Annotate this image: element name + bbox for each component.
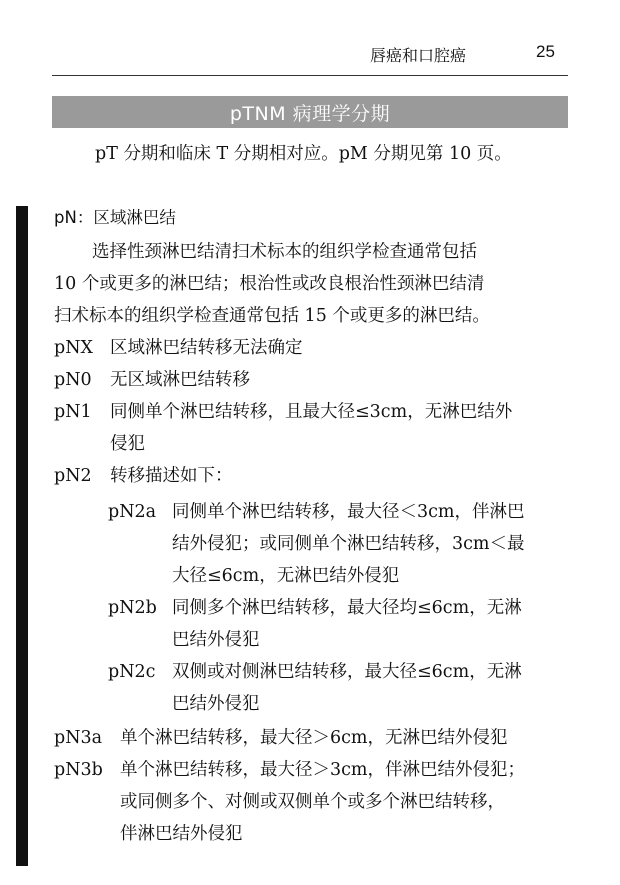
category-code: pN0 <box>54 370 92 390</box>
category-text: 巴结外侵犯 <box>172 694 260 714</box>
category-text: 单个淋巴结转移，最大径＞3cm，伴淋巴结外侵犯； <box>120 760 526 780</box>
section-title-bar <box>52 96 568 128</box>
category-text: 结外侵犯；或同侧单个淋巴结转移，3cm＜最 <box>172 534 525 554</box>
category-text: 同侧单个淋巴结转移，且最大径≤3cm，无淋巴结外 <box>110 402 513 422</box>
category-code: pN2c <box>108 662 156 682</box>
pn-heading: pN：区域淋巴结 <box>54 208 176 227</box>
category-text: 同侧多个淋巴结转移，最大径均≤6cm，无淋 <box>172 598 522 618</box>
description-line: 选择性颈淋巴结清扫术标本的组织学检查通常包括 <box>92 242 477 262</box>
category-code: pN3a <box>54 728 103 748</box>
header-rule <box>52 75 568 76</box>
category-text: 无区域淋巴结转移 <box>110 370 250 390</box>
category-code: pNX <box>54 338 93 358</box>
category-text: 大径≤6cm，无淋巴结外侵犯 <box>172 566 400 586</box>
category-code: pN3b <box>54 760 103 780</box>
section-title: pTNM 病理学分期 <box>229 102 391 125</box>
category-code: pN2 <box>54 466 92 486</box>
description-line: 10 个或更多的淋巴结；根治性或改良根治性颈淋巴结清 <box>54 274 485 294</box>
description-line: 扫术标本的组织学检查通常包括 15 个或更多的淋巴结。 <box>54 306 490 326</box>
page-number: 25 <box>536 42 555 61</box>
category-text: 伴淋巴结外侵犯 <box>120 824 243 844</box>
category-text: 双侧或对侧淋巴结转移，最大径≤6cm，无淋 <box>172 662 522 682</box>
running-head: 唇癌和口腔癌 <box>370 46 467 65</box>
category-code: pN2b <box>108 598 157 618</box>
category-code: pN1 <box>54 402 92 422</box>
category-text: 区域淋巴结转移无法确定 <box>110 338 303 358</box>
category-text: 同侧单个淋巴结转移，最大径＜3cm，伴淋巴 <box>172 502 525 522</box>
margin-bar <box>16 206 28 866</box>
category-text: 或同侧多个、对侧或双侧单个或多个淋巴结转移， <box>120 792 505 812</box>
category-text: 转移描述如下： <box>110 466 233 486</box>
category-text: 巴结外侵犯 <box>172 630 260 650</box>
category-text: 单个淋巴结转移，最大径＞6cm，无淋巴结外侵犯 <box>120 728 508 748</box>
category-code: pN2a <box>108 502 157 522</box>
intro-text: pT 分期和临床 T 分期相对应。pM 分期见第 10 页。 <box>95 144 512 164</box>
category-text: 侵犯 <box>110 434 145 454</box>
